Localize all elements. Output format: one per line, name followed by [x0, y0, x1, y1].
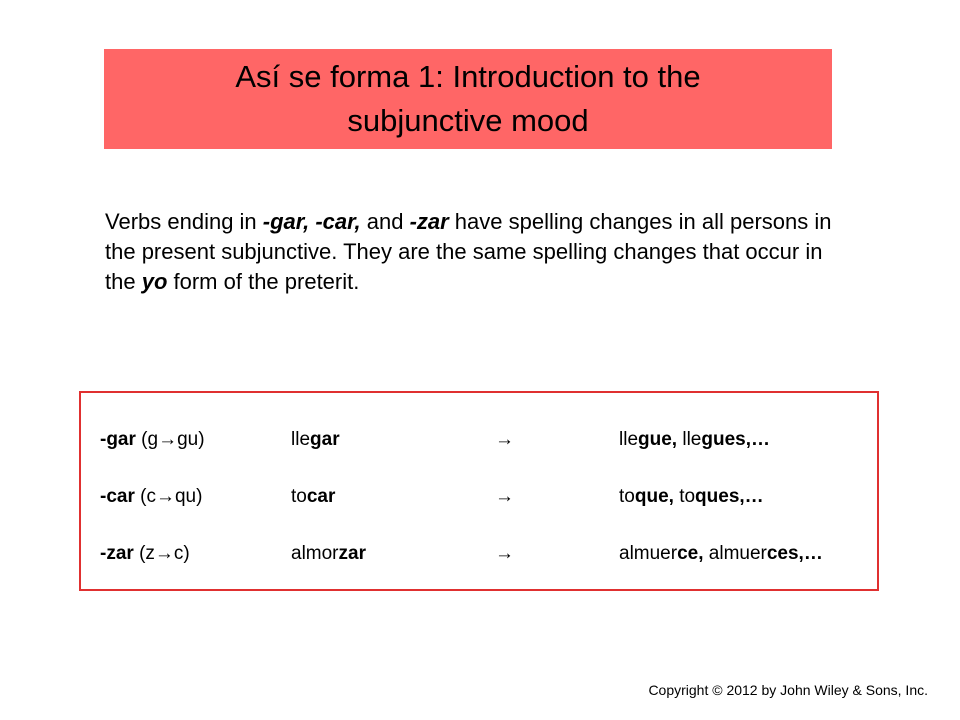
intro-text-3: have spelling changes in all persons in the present subjunctive. They are the same spelling changes that occur in the — [105, 209, 832, 294]
subjunctive-forms: llegue, llegues,… — [619, 429, 770, 450]
arrow-icon: → — [495, 429, 514, 450]
arrow-icon: → — [158, 429, 178, 450]
ending-pattern: -gar (g→gu) — [100, 429, 205, 450]
slide-title-line1: Así se forma 1: Introduction to the — [235, 59, 701, 94]
intro-car: -car, — [315, 209, 361, 234]
intro-text-2: and — [360, 209, 410, 234]
title-banner — [104, 49, 832, 149]
infinitive: llegar — [291, 429, 340, 450]
ending-pattern: -zar (z→c) — [100, 543, 190, 564]
subjunctive-forms: almuerce, almuerces,… — [619, 543, 823, 564]
table-row — [81, 482, 877, 512]
ending-pattern: -car (c→qu) — [100, 486, 203, 507]
intro-gar: -gar, — [262, 209, 316, 234]
intro-zar: -zar — [409, 209, 449, 234]
arrow-icon: → — [495, 486, 514, 507]
table-row — [81, 425, 877, 455]
arrow-icon: → — [155, 486, 175, 507]
slide-title — [235, 55, 700, 143]
intro-text-1: Verbs ending in — [105, 209, 263, 234]
infinitive: almorzar — [291, 543, 366, 564]
intro-yo: yo — [141, 269, 168, 294]
intro-text-4: form of the preterit. — [167, 269, 360, 294]
arrow-icon: → — [495, 543, 514, 564]
arrow-icon: → — [154, 543, 174, 564]
copyright-footer: Copyright © 2012 by John Wiley & Sons, Inc. — [648, 682, 928, 698]
spelling-change-table — [79, 391, 879, 591]
intro-paragraph — [105, 207, 845, 297]
subjunctive-forms: toque, toques,… — [619, 486, 764, 507]
infinitive: tocar — [291, 486, 336, 507]
slide-title-line2: subjunctive mood — [347, 103, 589, 138]
table-row — [81, 539, 877, 569]
